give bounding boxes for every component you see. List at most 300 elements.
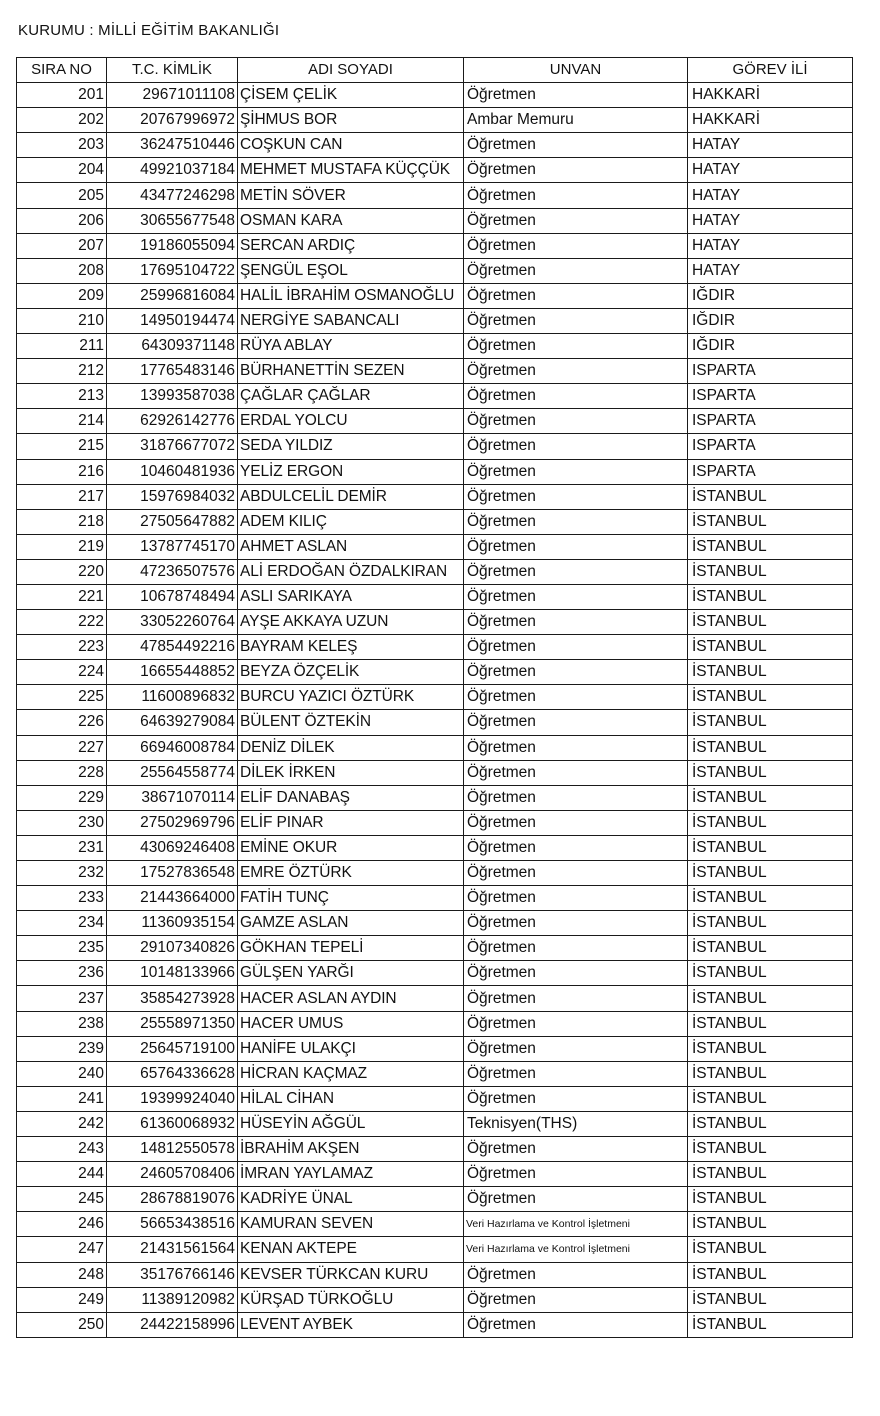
cell-sira-no: 231 [17, 835, 107, 860]
table-row [17, 1137, 853, 1162]
cell-gorev-ili: İSTANBUL [688, 484, 853, 509]
table-row [17, 986, 853, 1011]
cell-adi-soyadi: BÜRHANETTİN SEZEN [238, 359, 464, 384]
table-row [17, 384, 853, 409]
cell-adi-soyadi: BEYZA ÖZÇELİK [238, 660, 464, 685]
cell-unvan: Öğretmen [464, 584, 688, 609]
cell-unvan: Öğretmen [464, 886, 688, 911]
table-row [17, 509, 853, 534]
cell-gorev-ili: İSTANBUL [688, 986, 853, 1011]
cell-sira-no: 220 [17, 559, 107, 584]
cell-gorev-ili: İSTANBUL [688, 735, 853, 760]
cell-sira-no: 211 [17, 334, 107, 359]
cell-unvan: Öğretmen [464, 610, 688, 635]
cell-tc-kimlik: 25645719100 [107, 1036, 238, 1061]
cell-tc-kimlik: 17527836548 [107, 861, 238, 886]
cell-gorev-ili: İSTANBUL [688, 635, 853, 660]
cell-gorev-ili: İSTANBUL [688, 1212, 853, 1237]
cell-sira-no: 250 [17, 1312, 107, 1337]
cell-tc-kimlik: 13787745170 [107, 534, 238, 559]
cell-sira-no: 215 [17, 434, 107, 459]
cell-gorev-ili: ISPARTA [688, 359, 853, 384]
table-row [17, 183, 853, 208]
cell-unvan: Öğretmen [464, 735, 688, 760]
table-row [17, 484, 853, 509]
cell-sira-no: 229 [17, 785, 107, 810]
cell-unvan: Öğretmen [464, 861, 688, 886]
cell-gorev-ili: İSTANBUL [688, 1061, 853, 1086]
cell-adi-soyadi: ELİF PINAR [238, 810, 464, 835]
cell-gorev-ili: HATAY [688, 133, 853, 158]
cell-sira-no: 213 [17, 384, 107, 409]
cell-tc-kimlik: 25558971350 [107, 1011, 238, 1036]
cell-unvan: Öğretmen [464, 785, 688, 810]
table-row [17, 635, 853, 660]
cell-gorev-ili: IĞDIR [688, 283, 853, 308]
cell-tc-kimlik: 29671011108 [107, 83, 238, 108]
cell-adi-soyadi: DİLEK İRKEN [238, 760, 464, 785]
table-row [17, 283, 853, 308]
cell-adi-soyadi: GÖKHAN TEPELİ [238, 936, 464, 961]
table-row [17, 810, 853, 835]
table-row [17, 1111, 853, 1136]
cell-adi-soyadi: MEHMET MUSTAFA KÜÇÇÜK [238, 158, 464, 183]
cell-gorev-ili: ISPARTA [688, 409, 853, 434]
cell-gorev-ili: HAKKARİ [688, 83, 853, 108]
cell-adi-soyadi: HÜSEYİN AĞGÜL [238, 1111, 464, 1136]
table-row [17, 961, 853, 986]
cell-adi-soyadi: HİCRAN KAÇMAZ [238, 1061, 464, 1086]
cell-adi-soyadi: NERGİYE SABANCALI [238, 308, 464, 333]
cell-adi-soyadi: YELİZ ERGON [238, 459, 464, 484]
cell-gorev-ili: HATAY [688, 233, 853, 258]
cell-tc-kimlik: 11360935154 [107, 911, 238, 936]
cell-adi-soyadi: ŞENGÜL EŞOL [238, 258, 464, 283]
cell-gorev-ili: İSTANBUL [688, 1187, 853, 1212]
cell-tc-kimlik: 11389120982 [107, 1287, 238, 1312]
table-row [17, 334, 853, 359]
cell-gorev-ili: İSTANBUL [688, 835, 853, 860]
cell-tc-kimlik: 31876677072 [107, 434, 238, 459]
table-row [17, 258, 853, 283]
table-row [17, 409, 853, 434]
cell-gorev-ili: İSTANBUL [688, 1111, 853, 1136]
cell-tc-kimlik: 66946008784 [107, 735, 238, 760]
cell-tc-kimlik: 61360068932 [107, 1111, 238, 1136]
cell-adi-soyadi: HACER ASLAN AYDIN [238, 986, 464, 1011]
cell-sira-no: 242 [17, 1111, 107, 1136]
cell-unvan: Öğretmen [464, 409, 688, 434]
table-row [17, 1237, 853, 1262]
cell-gorev-ili: İSTANBUL [688, 710, 853, 735]
cell-adi-soyadi: ALİ ERDOĞAN ÖZDALKIRAN [238, 559, 464, 584]
cell-adi-soyadi: LEVENT AYBEK [238, 1312, 464, 1337]
table-row [17, 233, 853, 258]
cell-unvan: Öğretmen [464, 133, 688, 158]
table-row [17, 886, 853, 911]
cell-sira-no: 202 [17, 108, 107, 133]
cell-tc-kimlik: 13993587038 [107, 384, 238, 409]
cell-adi-soyadi: RÜYA ABLAY [238, 334, 464, 359]
cell-gorev-ili: İSTANBUL [688, 660, 853, 685]
cell-gorev-ili: İSTANBUL [688, 1162, 853, 1187]
cell-sira-no: 201 [17, 83, 107, 108]
cell-unvan: Öğretmen [464, 559, 688, 584]
cell-tc-kimlik: 49921037184 [107, 158, 238, 183]
cell-unvan: Öğretmen [464, 534, 688, 559]
cell-adi-soyadi: İBRAHİM AKŞEN [238, 1137, 464, 1162]
cell-sira-no: 217 [17, 484, 107, 509]
cell-unvan: Öğretmen [464, 1312, 688, 1337]
cell-tc-kimlik: 35176766146 [107, 1262, 238, 1287]
cell-adi-soyadi: KAMURAN SEVEN [238, 1212, 464, 1237]
cell-sira-no: 243 [17, 1137, 107, 1162]
cell-unvan: Veri Hazırlama ve Kontrol İşletmeni [464, 1237, 688, 1262]
cell-unvan: Öğretmen [464, 283, 688, 308]
table-row [17, 1061, 853, 1086]
cell-gorev-ili: İSTANBUL [688, 1036, 853, 1061]
table-row [17, 1312, 853, 1337]
cell-adi-soyadi: ASLI SARIKAYA [238, 584, 464, 609]
cell-gorev-ili: HATAY [688, 183, 853, 208]
cell-tc-kimlik: 25564558774 [107, 760, 238, 785]
cell-tc-kimlik: 24422158996 [107, 1312, 238, 1337]
cell-unvan: Öğretmen [464, 760, 688, 785]
cell-adi-soyadi: HALİL İBRAHİM OSMANOĞLU [238, 283, 464, 308]
cell-sira-no: 244 [17, 1162, 107, 1187]
cell-gorev-ili: İSTANBUL [688, 1287, 853, 1312]
cell-tc-kimlik: 14812550578 [107, 1137, 238, 1162]
cell-unvan: Ambar Memuru [464, 108, 688, 133]
table-row [17, 208, 853, 233]
cell-adi-soyadi: ABDULCELİL DEMİR [238, 484, 464, 509]
cell-unvan: Öğretmen [464, 334, 688, 359]
cell-sira-no: 235 [17, 936, 107, 961]
cell-unvan: Öğretmen [464, 258, 688, 283]
table-row [17, 133, 853, 158]
cell-sira-no: 203 [17, 133, 107, 158]
cell-gorev-ili: ISPARTA [688, 434, 853, 459]
cell-adi-soyadi: HANİFE ULAKÇI [238, 1036, 464, 1061]
cell-gorev-ili: HATAY [688, 208, 853, 233]
cell-adi-soyadi: OSMAN KARA [238, 208, 464, 233]
cell-sira-no: 205 [17, 183, 107, 208]
cell-tc-kimlik: 17695104722 [107, 258, 238, 283]
cell-sira-no: 204 [17, 158, 107, 183]
cell-adi-soyadi: EMRE ÖZTÜRK [238, 861, 464, 886]
table-row [17, 1086, 853, 1111]
cell-sira-no: 214 [17, 409, 107, 434]
cell-unvan: Öğretmen [464, 1187, 688, 1212]
table-row [17, 1262, 853, 1287]
cell-tc-kimlik: 36247510446 [107, 133, 238, 158]
table-row [17, 660, 853, 685]
cell-tc-kimlik: 27505647882 [107, 509, 238, 534]
cell-tc-kimlik: 33052260764 [107, 610, 238, 635]
cell-adi-soyadi: KENAN AKTEPE [238, 1237, 464, 1262]
cell-gorev-ili: HATAY [688, 258, 853, 283]
cell-gorev-ili: İSTANBUL [688, 509, 853, 534]
cell-sira-no: 209 [17, 283, 107, 308]
table-row [17, 1162, 853, 1187]
cell-sira-no: 218 [17, 509, 107, 534]
table-row [17, 835, 853, 860]
cell-gorev-ili: İSTANBUL [688, 610, 853, 635]
cell-sira-no: 230 [17, 810, 107, 835]
table-row [17, 760, 853, 785]
cell-tc-kimlik: 14950194474 [107, 308, 238, 333]
cell-gorev-ili: İSTANBUL [688, 911, 853, 936]
cell-gorev-ili: İSTANBUL [688, 534, 853, 559]
cell-unvan: Öğretmen [464, 434, 688, 459]
cell-unvan: Teknisyen(THS) [464, 1111, 688, 1136]
cell-tc-kimlik: 43477246298 [107, 183, 238, 208]
table-row [17, 710, 853, 735]
cell-gorev-ili: İSTANBUL [688, 785, 853, 810]
cell-sira-no: 216 [17, 459, 107, 484]
cell-sira-no: 207 [17, 233, 107, 258]
cell-gorev-ili: İSTANBUL [688, 559, 853, 584]
cell-adi-soyadi: HİLAL CİHAN [238, 1086, 464, 1111]
cell-gorev-ili: İSTANBUL [688, 961, 853, 986]
header-adi-soyadi: ADI SOYADI [238, 58, 464, 83]
cell-adi-soyadi: METİN SÖVER [238, 183, 464, 208]
header-tc-kimlik: T.C. KİMLİK [107, 58, 238, 83]
cell-gorev-ili: HATAY [688, 158, 853, 183]
personnel-table [16, 57, 853, 1338]
cell-unvan: Öğretmen [464, 509, 688, 534]
cell-unvan: Öğretmen [464, 1086, 688, 1111]
cell-tc-kimlik: 35854273928 [107, 986, 238, 1011]
cell-unvan: Öğretmen [464, 484, 688, 509]
cell-adi-soyadi: BÜLENT ÖZTEKİN [238, 710, 464, 735]
page-title: KURUMU : MİLLİ EĞİTİM BAKANLIĞI [18, 22, 280, 39]
cell-sira-no: 239 [17, 1036, 107, 1061]
cell-adi-soyadi: KEVSER TÜRKCAN KURU [238, 1262, 464, 1287]
cell-gorev-ili: IĞDIR [688, 334, 853, 359]
cell-adi-soyadi: SERCAN ARDIÇ [238, 233, 464, 258]
cell-unvan: Öğretmen [464, 208, 688, 233]
cell-tc-kimlik: 20767996972 [107, 108, 238, 133]
cell-unvan: Öğretmen [464, 1137, 688, 1162]
cell-unvan: Öğretmen [464, 1011, 688, 1036]
table-row [17, 534, 853, 559]
cell-unvan: Öğretmen [464, 835, 688, 860]
cell-adi-soyadi: GÜLŞEN YARĞI [238, 961, 464, 986]
cell-sira-no: 206 [17, 208, 107, 233]
cell-unvan: Öğretmen [464, 660, 688, 685]
table-row [17, 735, 853, 760]
cell-tc-kimlik: 10460481936 [107, 459, 238, 484]
cell-tc-kimlik: 11600896832 [107, 685, 238, 710]
table-row [17, 861, 853, 886]
cell-gorev-ili: İSTANBUL [688, 1137, 853, 1162]
header-unvan: UNVAN [464, 58, 688, 83]
cell-sira-no: 240 [17, 1061, 107, 1086]
header-sira-no: SIRA NO [17, 58, 107, 83]
cell-unvan: Öğretmen [464, 1287, 688, 1312]
cell-adi-soyadi: DENİZ DİLEK [238, 735, 464, 760]
cell-tc-kimlik: 47854492216 [107, 635, 238, 660]
cell-adi-soyadi: KADRİYE ÜNAL [238, 1187, 464, 1212]
cell-sira-no: 210 [17, 308, 107, 333]
cell-unvan: Öğretmen [464, 810, 688, 835]
cell-gorev-ili: IĞDIR [688, 308, 853, 333]
table-row [17, 459, 853, 484]
table-row [17, 1011, 853, 1036]
cell-sira-no: 208 [17, 258, 107, 283]
cell-gorev-ili: İSTANBUL [688, 760, 853, 785]
cell-unvan: Öğretmen [464, 1262, 688, 1287]
cell-tc-kimlik: 47236507576 [107, 559, 238, 584]
cell-unvan: Öğretmen [464, 911, 688, 936]
cell-unvan: Öğretmen [464, 1162, 688, 1187]
cell-gorev-ili: İSTANBUL [688, 810, 853, 835]
cell-adi-soyadi: ADEM KILIÇ [238, 509, 464, 534]
cell-sira-no: 247 [17, 1237, 107, 1262]
cell-sira-no: 222 [17, 610, 107, 635]
cell-gorev-ili: İSTANBUL [688, 685, 853, 710]
cell-sira-no: 245 [17, 1187, 107, 1212]
cell-tc-kimlik: 19399924040 [107, 1086, 238, 1111]
cell-sira-no: 221 [17, 584, 107, 609]
cell-unvan: Öğretmen [464, 961, 688, 986]
table-row [17, 936, 853, 961]
cell-sira-no: 226 [17, 710, 107, 735]
cell-sira-no: 237 [17, 986, 107, 1011]
cell-gorev-ili: İSTANBUL [688, 1086, 853, 1111]
cell-sira-no: 227 [17, 735, 107, 760]
cell-tc-kimlik: 17765483146 [107, 359, 238, 384]
table-row [17, 911, 853, 936]
cell-unvan: Öğretmen [464, 986, 688, 1011]
cell-adi-soyadi: FATİH TUNÇ [238, 886, 464, 911]
cell-tc-kimlik: 56653438516 [107, 1212, 238, 1237]
cell-gorev-ili: İSTANBUL [688, 886, 853, 911]
table-row [17, 83, 853, 108]
cell-sira-no: 223 [17, 635, 107, 660]
cell-gorev-ili: İSTANBUL [688, 861, 853, 886]
table-row [17, 785, 853, 810]
cell-gorev-ili: İSTANBUL [688, 1011, 853, 1036]
cell-unvan: Veri Hazırlama ve Kontrol İşletmeni [464, 1212, 688, 1237]
table-row [17, 308, 853, 333]
table-row [17, 434, 853, 459]
cell-tc-kimlik: 38671070114 [107, 785, 238, 810]
cell-sira-no: 212 [17, 359, 107, 384]
cell-unvan: Öğretmen [464, 685, 688, 710]
cell-tc-kimlik: 29107340826 [107, 936, 238, 961]
cell-sira-no: 236 [17, 961, 107, 986]
cell-sira-no: 233 [17, 886, 107, 911]
cell-unvan: Öğretmen [464, 83, 688, 108]
table-row [17, 1287, 853, 1312]
cell-sira-no: 224 [17, 660, 107, 685]
table-row [17, 359, 853, 384]
cell-unvan: Öğretmen [464, 936, 688, 961]
cell-adi-soyadi: SEDA YILDIZ [238, 434, 464, 459]
cell-tc-kimlik: 15976984032 [107, 484, 238, 509]
cell-tc-kimlik: 10148133966 [107, 961, 238, 986]
cell-sira-no: 248 [17, 1262, 107, 1287]
cell-sira-no: 241 [17, 1086, 107, 1111]
cell-unvan: Öğretmen [464, 1036, 688, 1061]
cell-tc-kimlik: 30655677548 [107, 208, 238, 233]
cell-gorev-ili: HAKKARİ [688, 108, 853, 133]
cell-tc-kimlik: 24605708406 [107, 1162, 238, 1187]
cell-gorev-ili: İSTANBUL [688, 1237, 853, 1262]
table-row [17, 1187, 853, 1212]
cell-unvan: Öğretmen [464, 459, 688, 484]
cell-sira-no: 219 [17, 534, 107, 559]
header-gorev-ili: GÖREV İLİ [688, 58, 853, 83]
cell-gorev-ili: İSTANBUL [688, 1262, 853, 1287]
cell-adi-soyadi: ÇİSEM ÇELİK [238, 83, 464, 108]
cell-adi-soyadi: ERDAL YOLCU [238, 409, 464, 434]
cell-tc-kimlik: 10678748494 [107, 584, 238, 609]
cell-adi-soyadi: BAYRAM KELEŞ [238, 635, 464, 660]
cell-unvan: Öğretmen [464, 183, 688, 208]
cell-tc-kimlik: 43069246408 [107, 835, 238, 860]
table-row [17, 610, 853, 635]
cell-gorev-ili: İSTANBUL [688, 584, 853, 609]
cell-sira-no: 238 [17, 1011, 107, 1036]
cell-unvan: Öğretmen [464, 710, 688, 735]
cell-unvan: Öğretmen [464, 1061, 688, 1086]
cell-adi-soyadi: COŞKUN CAN [238, 133, 464, 158]
cell-sira-no: 232 [17, 861, 107, 886]
cell-sira-no: 249 [17, 1287, 107, 1312]
table-row [17, 559, 853, 584]
table-row [17, 108, 853, 133]
cell-tc-kimlik: 64309371148 [107, 334, 238, 359]
cell-tc-kimlik: 27502969796 [107, 810, 238, 835]
cell-unvan: Öğretmen [464, 359, 688, 384]
cell-unvan: Öğretmen [464, 384, 688, 409]
cell-tc-kimlik: 16655448852 [107, 660, 238, 685]
table-header-row [17, 58, 853, 83]
cell-adi-soyadi: ELİF DANABAŞ [238, 785, 464, 810]
cell-unvan: Öğretmen [464, 158, 688, 183]
cell-sira-no: 228 [17, 760, 107, 785]
table-row [17, 1036, 853, 1061]
cell-gorev-ili: ISPARTA [688, 459, 853, 484]
cell-unvan: Öğretmen [464, 635, 688, 660]
cell-adi-soyadi: AYŞE AKKAYA UZUN [238, 610, 464, 635]
cell-adi-soyadi: EMİNE OKUR [238, 835, 464, 860]
table-row [17, 1212, 853, 1237]
cell-tc-kimlik: 25996816084 [107, 283, 238, 308]
cell-tc-kimlik: 65764336628 [107, 1061, 238, 1086]
cell-adi-soyadi: ŞİHMUS BOR [238, 108, 464, 133]
table-row [17, 158, 853, 183]
cell-unvan: Öğretmen [464, 233, 688, 258]
cell-gorev-ili: ISPARTA [688, 384, 853, 409]
table-row [17, 584, 853, 609]
cell-adi-soyadi: İMRAN YAYLAMAZ [238, 1162, 464, 1187]
cell-adi-soyadi: ÇAĞLAR ÇAĞLAR [238, 384, 464, 409]
cell-unvan: Öğretmen [464, 308, 688, 333]
cell-gorev-ili: İSTANBUL [688, 936, 853, 961]
table-row [17, 685, 853, 710]
cell-tc-kimlik: 19186055094 [107, 233, 238, 258]
cell-tc-kimlik: 21431561564 [107, 1237, 238, 1262]
cell-adi-soyadi: GAMZE ASLAN [238, 911, 464, 936]
cell-sira-no: 246 [17, 1212, 107, 1237]
cell-gorev-ili: İSTANBUL [688, 1312, 853, 1337]
cell-tc-kimlik: 64639279084 [107, 710, 238, 735]
cell-tc-kimlik: 21443664000 [107, 886, 238, 911]
